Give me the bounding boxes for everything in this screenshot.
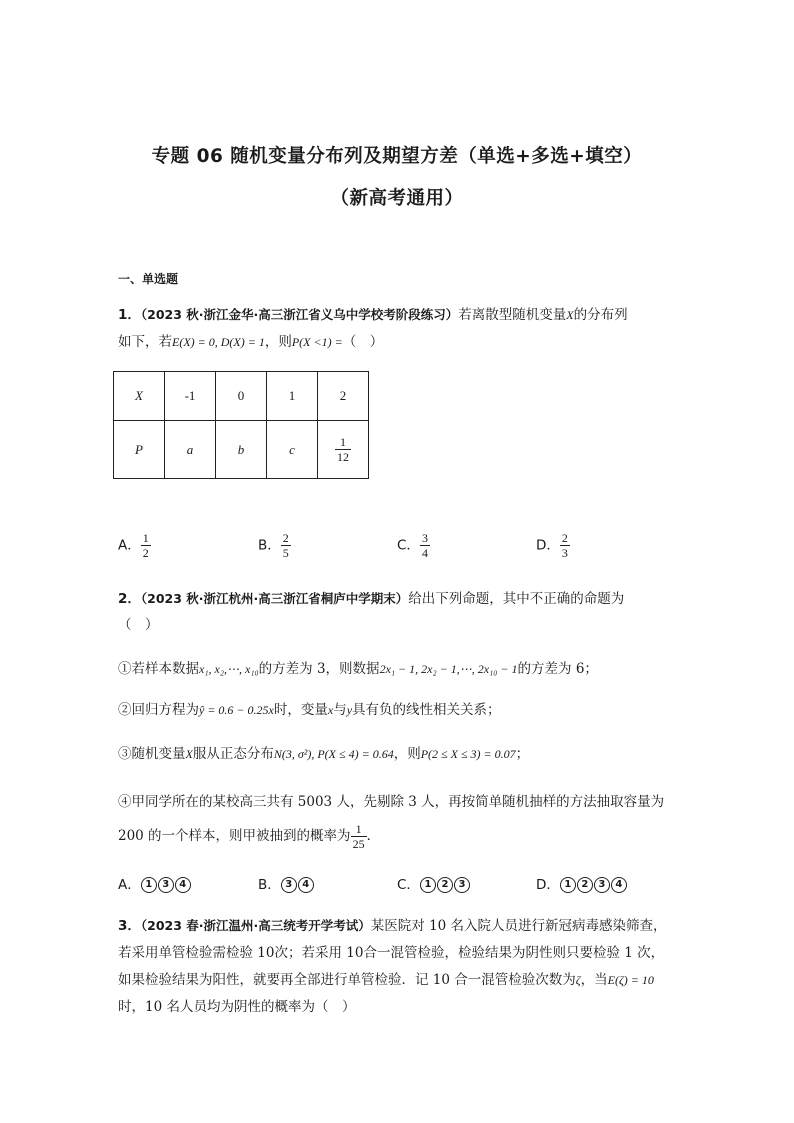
circled-number: 4: [298, 877, 314, 893]
option-label: C．: [397, 877, 420, 893]
statement-text: 的方差为 3，则数据: [258, 661, 380, 677]
statement-text: 200 的一个样本，则甲被抽到的概率为: [118, 828, 351, 844]
circled-number: ②: [118, 702, 132, 718]
option-label: D．: [536, 877, 560, 893]
fraction-numerator: 1: [142, 531, 149, 545]
option-label: B．: [258, 537, 281, 554]
math-var: x: [327, 703, 334, 717]
question-text: 如下，若: [118, 334, 172, 350]
math-expression: x₁, x₂,⋯, x₁₀: [199, 662, 259, 676]
table-cell: 0: [216, 372, 267, 421]
question-source: （2023 秋·浙江杭州·高三浙江省桐庐中学期末）: [140, 591, 409, 606]
circled-number: 4: [175, 877, 191, 893]
page-subtitle: （新高考通用）: [330, 188, 464, 209]
circled-number: ③: [118, 746, 132, 762]
statement-3: [118, 742, 529, 762]
math-var: X: [185, 747, 193, 761]
question-2-line-1: [118, 587, 624, 607]
page-title: 专题 06 随机变量分布列及期望方差（单选+多选+填空）: [151, 146, 643, 167]
table-cell: [318, 421, 369, 479]
option-label: A．: [118, 537, 141, 554]
circled-number: 3: [594, 877, 610, 893]
statement-text: 随机变量: [131, 746, 186, 762]
statement-text: 的方差为 6；: [517, 661, 598, 677]
question-text: 如果检验结果为阳性，就要再全部进行单管检验．记 10 合一混管检验次数为: [118, 972, 576, 988]
question-3-line-1: [118, 914, 667, 934]
statement-text: 回归方程为: [131, 702, 199, 718]
distribution-table: [113, 371, 369, 479]
fraction-denominator: 3: [561, 546, 568, 560]
statement-text: ．: [366, 828, 381, 844]
question-text: 若离散型随机变量: [458, 307, 567, 323]
statement-text: 时，变量: [273, 702, 328, 718]
question-source: （2023 春·浙江温州·高三统考开学考试）: [140, 918, 371, 933]
circled-number: 2: [577, 877, 593, 893]
question-number: 3．: [118, 918, 141, 934]
statement-text: ，则: [393, 746, 421, 762]
statement-text: 具有负的线性相关关系；: [352, 702, 501, 718]
fraction-numerator: 3: [421, 531, 428, 545]
fraction: [351, 822, 367, 851]
table-cell: 2: [318, 372, 369, 421]
fraction: [560, 531, 570, 560]
option-d[interactable]: [536, 531, 570, 560]
question-source: （2023 秋·浙江金华·高三浙江省义乌中学校考阶段练习）: [140, 307, 459, 322]
option-d[interactable]: [536, 873, 628, 893]
fraction-denominator: 2: [142, 546, 149, 560]
math-var: ζ: [575, 973, 581, 987]
table-cell: c: [267, 421, 318, 479]
statement-text: 与: [333, 702, 347, 718]
statement-4-line-2: [118, 822, 380, 851]
circled-number: 3: [454, 877, 470, 893]
table-cell: -1: [165, 372, 216, 421]
fraction-numerator: 1: [340, 435, 346, 449]
math-expression: 2x₁ − 1, 2x₂ − 1,⋯, 2x₁₀ − 1: [379, 662, 518, 676]
question-text: 的分布列: [573, 307, 628, 323]
fraction-numerator: 2: [561, 531, 568, 545]
circled-number: 4: [611, 877, 627, 893]
math-condition: E(X) = 0, D(X) = 1: [172, 335, 265, 349]
circled-number: 3: [281, 877, 297, 893]
fraction: [335, 435, 351, 464]
circled-number: ④: [118, 794, 132, 810]
math-expression: P(2 ≤ X ≤ 3) = 0.07: [420, 747, 516, 761]
table-cell: X: [114, 372, 165, 421]
math-expression: N(3, σ²), P(X ≤ 4) = 0.64: [273, 747, 394, 761]
table-cell: a: [165, 421, 216, 479]
fraction-denominator: 4: [421, 546, 428, 560]
fraction-numerator: 1: [355, 822, 362, 836]
question-text: ，则: [264, 334, 292, 350]
math-var: y: [346, 703, 353, 717]
statement-text: 若样本数据: [131, 661, 199, 677]
table-cell: P: [114, 421, 165, 479]
option-b[interactable]: [258, 873, 315, 893]
math-expression: ŷ = 0.6 − 0.25x: [199, 703, 274, 717]
question-1-line-1: [118, 303, 628, 323]
math-expression: P(X <1) =: [291, 335, 343, 349]
statement-4-line-1: [118, 790, 664, 810]
question-text: ，当: [580, 972, 608, 988]
option-label: A．: [118, 877, 141, 893]
question-3-line-4: 时，10 名人员均为阴性的概率为（ ）: [118, 999, 356, 1015]
option-c[interactable]: [397, 531, 430, 560]
math-condition: E(ζ) = 10: [607, 973, 654, 987]
circled-number: 1: [560, 877, 576, 893]
circled-number: 1: [141, 877, 157, 893]
fraction-denominator: 25: [352, 837, 365, 851]
option-b[interactable]: [258, 531, 291, 560]
question-3-line-2: 若采用单管检验需检验 10次；若采用 10合一混管检验，检验结果为阴性则只要检验 1 次，: [118, 945, 665, 961]
circled-number: 1: [420, 877, 436, 893]
question-1-line-2: [118, 330, 383, 350]
fraction: [141, 531, 151, 560]
option-label: D．: [536, 537, 560, 554]
table-cell: 1: [267, 372, 318, 421]
option-label: C．: [397, 537, 420, 554]
question-number: 1．: [118, 307, 141, 323]
table-cell: b: [216, 421, 267, 479]
answer-blank: （ ）: [118, 617, 159, 633]
circled-number: 3: [158, 877, 174, 893]
fraction-denominator: 12: [337, 450, 349, 464]
fraction-denominator: 5: [282, 546, 289, 560]
question-3-line-3: [118, 968, 654, 988]
statement-2: [118, 698, 501, 718]
table-row: [114, 421, 369, 479]
section-heading: 一、单选题: [118, 272, 179, 286]
option-label: B．: [258, 877, 281, 893]
circled-number: ①: [118, 661, 132, 677]
question-text: 某医院对 10 名入院人员进行新冠病毒感染筛查，: [370, 918, 667, 934]
option-a[interactable]: [118, 531, 151, 560]
statement-text: 甲同学所在的某校高三共有 5003 人，先剔除 3 人，再按简单随机抽样的方法抽取容量为: [131, 794, 665, 810]
question-text: 给出下列命题，其中不正确的命题为: [408, 591, 625, 607]
statement-1: [118, 657, 598, 677]
answer-blank: （ ）: [342, 334, 384, 350]
statement-text: ；: [515, 746, 530, 762]
math-var: X: [566, 308, 574, 322]
circled-number: 2: [437, 877, 453, 893]
statement-text: 服从正态分布: [192, 746, 274, 762]
option-c[interactable]: [397, 873, 471, 893]
fraction: [281, 531, 291, 560]
table-row: [114, 372, 369, 421]
fraction-numerator: 2: [282, 531, 289, 545]
fraction: [420, 531, 430, 560]
question-number: 2．: [118, 591, 141, 607]
option-a[interactable]: [118, 873, 192, 893]
